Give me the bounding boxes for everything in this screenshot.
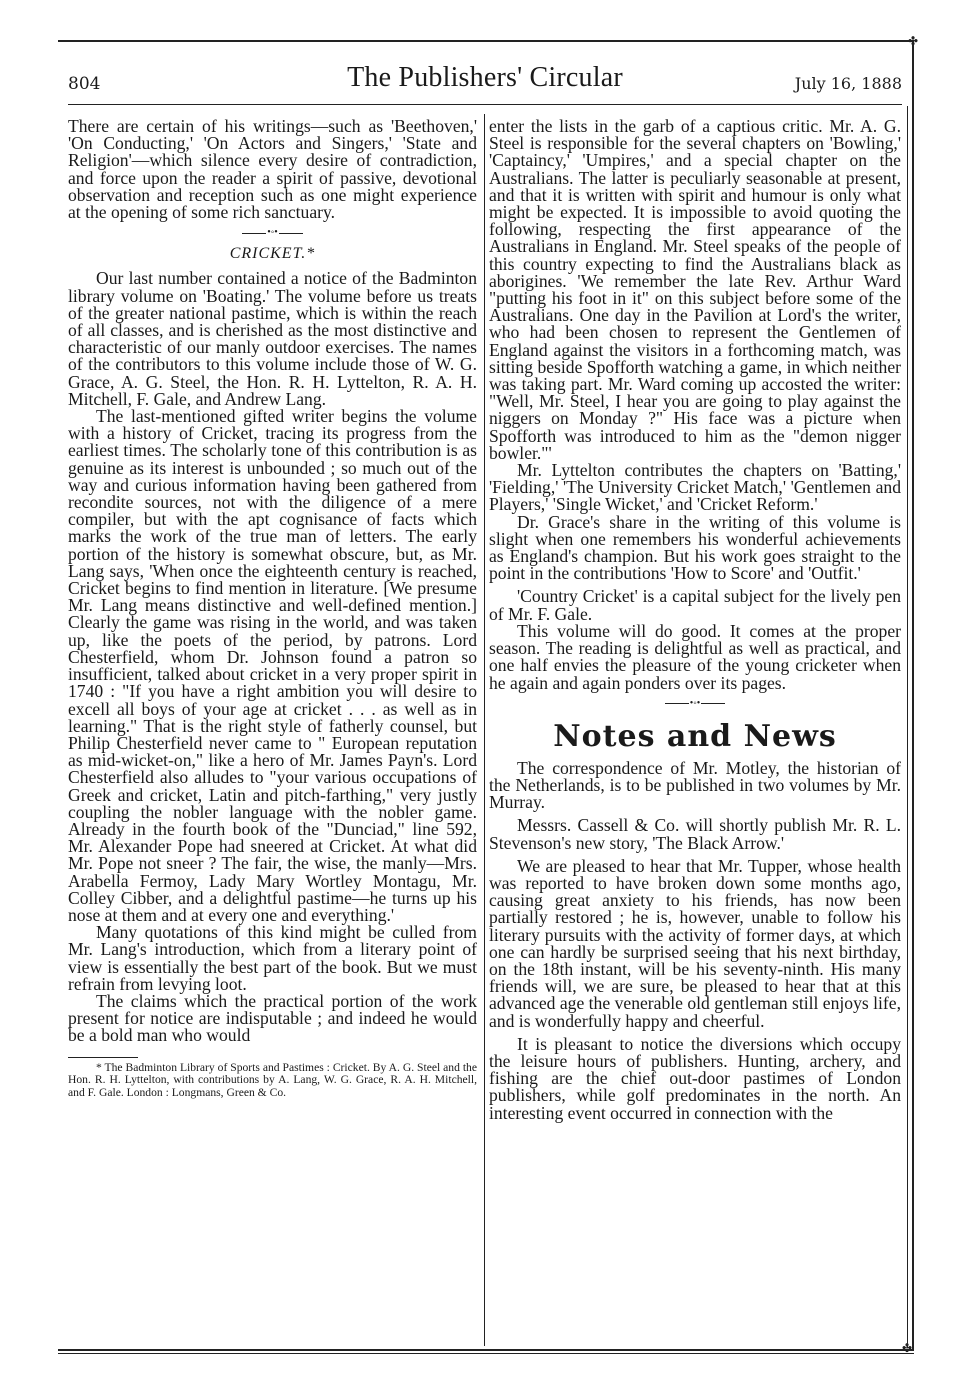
section-divider (489, 696, 901, 710)
cricket-paragraph: The last-mentioned gifted writer begins the volume with a history of Cricket, tracing its progress from the earliest times. The scholarly tone of this contribution is as genuine as its interest is unbounded ; so much out of the way and curious information having been gathered from recondite sources, not with the diligence of a mere compiler, but with the apt cognisance of facts which marks the work of the true man of letters. The early portion of the history is somewhat obscure, but, as Mr. Lang says, 'When once the eighteenth century is reached, Cricket begins to find mention in literature. [We presume Mr. Lang means distinctive and well-defined mention.] Clearly the game was rising in the world, and was taken up, like the poets of the period, by patrons. Lord Chesterfield, whom Dr. Johnson found a patron so insufficient, talked about cricket in a very proper spirit in 1740 : "If you have a right ambition you will desire to excell all boys of your age at cricket . . . as well as in learning." That is the right style of fatherly counsel, but Philip Chesterfield never came to " European reputation as mid-wicket-on," like a hero of Mr. James Payn's. Lord Chesterfield also alludes to "your various occupations of Greek and cricket, Latin and pitch-farthing," very justly coupling the nobler language with the nobler game. Already in the fourth book of the "Dunciad," line 592, Mr. Alexander Pope had sneered at Cricket. At what did Mr. Pope not sneer ? The fair, the wise, the manly—Mrs. Arabella Fermoy, Lady Mary Wortley Montagu, Mr. Colley Cibber, and a delightful pastime—he turns up his nose at them and at every one and everything.' (68, 406, 477, 925)
divider-ornament-icon: •◦• (689, 697, 701, 709)
news-paragraph: It is pleasant to notice the diversions which occupy the leisure hours of publishers. Hunting, archery, and fishing are the chief out-door pastimes of London publishers, while golf predominates in the north. An interesting event occurred in connection with the (489, 1033, 901, 1123)
cricket-paragraph: Many quotations of this kind might be culled from Mr. Lang's introduction, which from a literary point of view is essentially the best part of the book. But we must refrain from levying loot. (68, 922, 477, 994)
bottom-right-ornament-icon: ✤ (902, 1341, 913, 1355)
top-right-ornament-icon: ✤ (908, 34, 919, 48)
notes-and-news-heading: Notes and News (553, 718, 837, 754)
issue-date: July 16, 1888 (794, 74, 902, 93)
cricket-continued-paragraph: Mr. Lyttelton contributes the chapters on 'Batting,' 'Fielding,' 'The University Cricket Match,' 'Gentlemen and Players,' 'Single Wicket,' and 'Cricket Reform.' (489, 460, 901, 515)
footnote: * The Badminton Library of Sports and Pastimes : Cricket. By A. G. Steel and the Hon. R. H. Lyttelton, with contributions by A. Lang, W. G. Grace, R. A. H. Mitchell, and F. Gale. London : Longmans, Green & Co. (68, 1060, 477, 1099)
divider-bar (242, 233, 266, 234)
news-paragraph: Messrs. Cassell & Co. will shortly publish Mr. R. L. Stevenson's new story, 'The Black Arrow.' (489, 815, 901, 853)
bottom-border-rule (58, 1349, 914, 1351)
cricket-continued-paragraph: This volume will do good. It comes at the proper season. The reading is delightful as well as practical, and one half envies the pleasure of the young cricketer when he again and again ponders over its pages. (489, 620, 901, 693)
divider-bar (279, 233, 303, 234)
news-paragraph: We are pleased to hear that Mr. Tupper, whose health was reported to have broken down some months ago, causing great anxiety to his friends, has now been partially restored ; he is, however, unable to follow his literary pursuits with the activity of former days, at which one can hardly be surprised seeing that his next birthday, on the 18th instant, will be his seventy-ninth. His many friends will, we are sure, be pleased to hear that at this advanced age the venerable old gentleman still enjoys life, and is wonderfully happy and cheerful. (489, 855, 901, 1031)
bottom-inner-rule (58, 1353, 914, 1354)
cricket-continued-paragraph: 'Country Cricket' is a capital subject for the lively pen of Mr. F. Gale. (489, 586, 901, 624)
right-column (489, 118, 901, 1122)
cricket-paragraph: The claims which the practical portion of the work present for notice are indisputable ; and indeed he would be a bold man who would (68, 990, 477, 1046)
intro-paragraph: There are certain of his writings—such as 'Beethoven,' 'On Conducting,' 'On Actors and Singers,' 'State and Religion'—which silence every desire of contradiction, and force upon the reader a spirit of passive, devotional observation and reception such as one might experience at the opening of some rich sanctuary. (68, 116, 477, 223)
page-number: 804 (68, 74, 101, 94)
right-inner-rule (907, 106, 908, 1348)
section-divider (68, 225, 477, 239)
cricket-heading: CRICKET.* (229, 245, 316, 263)
divider-bar (665, 703, 689, 704)
page-header (68, 62, 902, 102)
footnote-rule (68, 1057, 138, 1058)
news-paragraph: The correspondence of Mr. Motley, the historian of the Netherlands, is to be published in two volumes by Mr. Murray. (489, 757, 901, 813)
column-divider (484, 114, 485, 1346)
top-border-rule (58, 40, 914, 42)
cricket-continued-paragraph: Dr. Grace's share in the writing of this volume is slight when one remembers his wonderful achievements as England's champion. But his work goes straight to the point in the contributions 'How to Score' and 'Outfit.' (489, 511, 901, 584)
right-border-rule (912, 42, 914, 1349)
journal-title: The Publishers' Circular (347, 62, 623, 93)
left-column (68, 118, 477, 1099)
divider-bar (701, 703, 725, 704)
cricket-continued-paragraph: enter the lists in the garb of a captious critic. Mr. A. G. Steel is responsible for the several chapters on 'Bowling,' 'Captaincy,' 'Umpires,' and a special chapter on the Australians. The latter is peculiarly seasonable at present, and that it is written with spirit and humour is only what might be expected. It is impossible to avoid quoting the following, respecting the first appearance of the Australians in England. Mr. Steel speaks of the people of this country expecting to find the Australians black as aborigines. 'We remember the late Rev. Arthur Ward "putting his foot in it" on this subject before some of the Australians. One day in the Pavilion at Lord's the writer, who had been chosen to represent the Gentlemen of England against the visitors in a forthcoming match, was sitting beside Spofforth watching a game, in which neither was taking part. Mr. Ward coming up accosted the writer: "Well, Mr. Steel, I hear you are going to play against the niggers on Monday ?" His face was a picture when Spofforth was introduced to him as the "demon nigger bowler."' (489, 116, 901, 463)
cricket-paragraph: Our last number contained a notice of the Badminton library volume on 'Boating.' The volume before us treats of the greater national pastime, which is within the reach of all classes, and is cherished as the most distinctive and characteristic of our manly outdoor exercises. The names of the contributors to this volume include those of W. G. Grace, A. G. Steel, the Hon. R. H. Lyttelton, R. A. H. Mitchell, F. Gale, and Andrew Lang. (68, 268, 477, 409)
divider-ornament-icon: •◦• (267, 227, 278, 239)
header-rule (68, 104, 902, 105)
